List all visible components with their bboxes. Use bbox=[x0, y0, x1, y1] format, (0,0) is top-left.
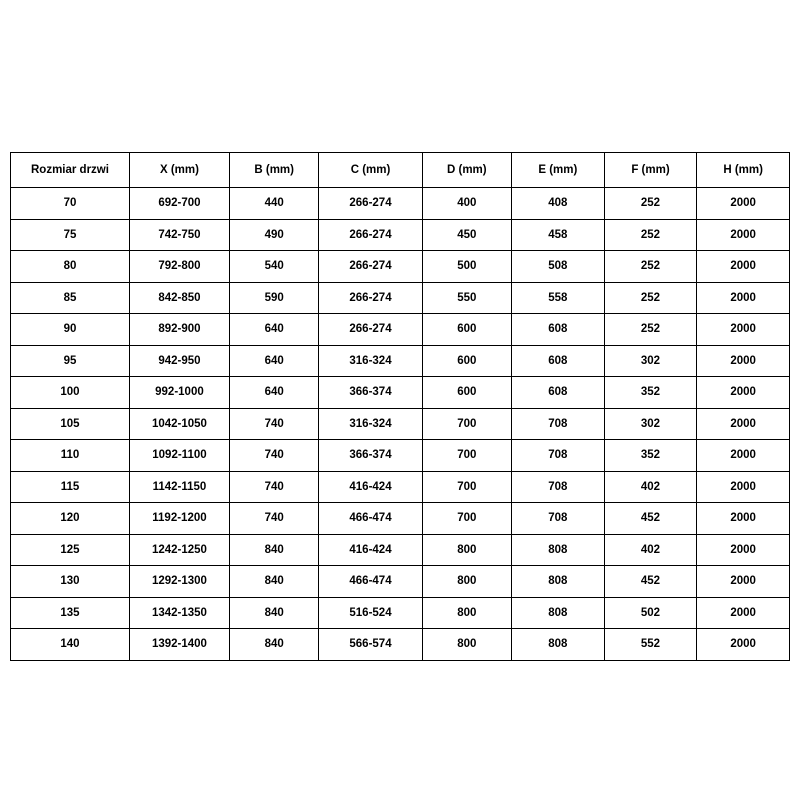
cell-d: 800 bbox=[422, 534, 511, 566]
cell-b: 590 bbox=[229, 282, 318, 314]
cell-door-size: 125 bbox=[11, 534, 130, 566]
cell-b: 740 bbox=[229, 471, 318, 503]
cell-door-size: 110 bbox=[11, 440, 130, 472]
cell-d: 600 bbox=[422, 345, 511, 377]
cell-e: 558 bbox=[512, 282, 605, 314]
cell-h: 2000 bbox=[697, 282, 790, 314]
cell-h: 2000 bbox=[697, 219, 790, 251]
column-header-h: H (mm) bbox=[697, 153, 790, 188]
cell-f: 252 bbox=[604, 219, 697, 251]
cell-e: 408 bbox=[512, 188, 605, 220]
cell-c: 266-274 bbox=[319, 314, 422, 346]
cell-d: 700 bbox=[422, 503, 511, 535]
cell-f: 452 bbox=[604, 503, 697, 535]
cell-d: 550 bbox=[422, 282, 511, 314]
table-row bbox=[11, 566, 790, 598]
cell-x: 1392-1400 bbox=[129, 629, 229, 661]
column-header-f: F (mm) bbox=[604, 153, 697, 188]
table-row bbox=[11, 534, 790, 566]
cell-d: 400 bbox=[422, 188, 511, 220]
cell-c: 516-524 bbox=[319, 597, 422, 629]
cell-door-size: 75 bbox=[11, 219, 130, 251]
cell-f: 252 bbox=[604, 188, 697, 220]
cell-b: 490 bbox=[229, 219, 318, 251]
cell-h: 2000 bbox=[697, 566, 790, 598]
cell-f: 302 bbox=[604, 345, 697, 377]
cell-f: 502 bbox=[604, 597, 697, 629]
cell-d: 800 bbox=[422, 597, 511, 629]
table-row bbox=[11, 282, 790, 314]
cell-e: 608 bbox=[512, 345, 605, 377]
cell-h: 2000 bbox=[697, 440, 790, 472]
cell-h: 2000 bbox=[697, 188, 790, 220]
table-row bbox=[11, 314, 790, 346]
cell-x: 892-900 bbox=[129, 314, 229, 346]
cell-x: 792-800 bbox=[129, 251, 229, 283]
table-row bbox=[11, 188, 790, 220]
column-header-c: C (mm) bbox=[319, 153, 422, 188]
cell-door-size: 85 bbox=[11, 282, 130, 314]
cell-c: 366-374 bbox=[319, 440, 422, 472]
table-row bbox=[11, 408, 790, 440]
table-row bbox=[11, 471, 790, 503]
table-row bbox=[11, 503, 790, 535]
cell-door-size: 130 bbox=[11, 566, 130, 598]
column-header-door-size: Rozmiar drzwi bbox=[11, 153, 130, 188]
cell-h: 2000 bbox=[697, 471, 790, 503]
cell-h: 2000 bbox=[697, 251, 790, 283]
cell-door-size: 140 bbox=[11, 629, 130, 661]
table-row bbox=[11, 629, 790, 661]
cell-b: 840 bbox=[229, 566, 318, 598]
cell-e: 808 bbox=[512, 597, 605, 629]
cell-e: 708 bbox=[512, 503, 605, 535]
cell-e: 808 bbox=[512, 534, 605, 566]
cell-f: 302 bbox=[604, 408, 697, 440]
cell-c: 266-274 bbox=[319, 282, 422, 314]
cell-b: 740 bbox=[229, 440, 318, 472]
specification-table-container bbox=[10, 152, 790, 661]
specification-table bbox=[10, 152, 790, 661]
cell-e: 458 bbox=[512, 219, 605, 251]
cell-f: 252 bbox=[604, 282, 697, 314]
cell-x: 1092-1100 bbox=[129, 440, 229, 472]
cell-d: 600 bbox=[422, 314, 511, 346]
cell-h: 2000 bbox=[697, 534, 790, 566]
cell-x: 692-700 bbox=[129, 188, 229, 220]
cell-f: 352 bbox=[604, 377, 697, 409]
cell-c: 566-574 bbox=[319, 629, 422, 661]
cell-e: 708 bbox=[512, 440, 605, 472]
cell-c: 466-474 bbox=[319, 566, 422, 598]
cell-b: 840 bbox=[229, 629, 318, 661]
cell-f: 452 bbox=[604, 566, 697, 598]
table-row bbox=[11, 251, 790, 283]
cell-c: 266-274 bbox=[319, 188, 422, 220]
cell-f: 552 bbox=[604, 629, 697, 661]
cell-c: 416-424 bbox=[319, 534, 422, 566]
cell-d: 450 bbox=[422, 219, 511, 251]
column-header-e: E (mm) bbox=[512, 153, 605, 188]
cell-h: 2000 bbox=[697, 503, 790, 535]
cell-door-size: 70 bbox=[11, 188, 130, 220]
cell-c: 316-324 bbox=[319, 345, 422, 377]
cell-door-size: 105 bbox=[11, 408, 130, 440]
cell-x: 1342-1350 bbox=[129, 597, 229, 629]
cell-f: 402 bbox=[604, 534, 697, 566]
cell-door-size: 135 bbox=[11, 597, 130, 629]
cell-b: 640 bbox=[229, 345, 318, 377]
cell-x: 1242-1250 bbox=[129, 534, 229, 566]
cell-b: 840 bbox=[229, 597, 318, 629]
column-header-x: X (mm) bbox=[129, 153, 229, 188]
cell-h: 2000 bbox=[697, 408, 790, 440]
cell-e: 608 bbox=[512, 314, 605, 346]
table-row bbox=[11, 345, 790, 377]
cell-d: 700 bbox=[422, 440, 511, 472]
cell-f: 252 bbox=[604, 251, 697, 283]
table-row bbox=[11, 219, 790, 251]
cell-d: 500 bbox=[422, 251, 511, 283]
cell-d: 700 bbox=[422, 471, 511, 503]
cell-x: 942-950 bbox=[129, 345, 229, 377]
cell-b: 540 bbox=[229, 251, 318, 283]
cell-c: 366-374 bbox=[319, 377, 422, 409]
table-row bbox=[11, 377, 790, 409]
cell-d: 800 bbox=[422, 629, 511, 661]
cell-b: 740 bbox=[229, 503, 318, 535]
cell-d: 800 bbox=[422, 566, 511, 598]
cell-c: 266-274 bbox=[319, 219, 422, 251]
cell-x: 1192-1200 bbox=[129, 503, 229, 535]
table-header bbox=[11, 153, 790, 188]
cell-h: 2000 bbox=[697, 345, 790, 377]
cell-b: 640 bbox=[229, 377, 318, 409]
cell-b: 840 bbox=[229, 534, 318, 566]
cell-f: 402 bbox=[604, 471, 697, 503]
cell-h: 2000 bbox=[697, 597, 790, 629]
cell-x: 1292-1300 bbox=[129, 566, 229, 598]
cell-e: 708 bbox=[512, 471, 605, 503]
cell-door-size: 90 bbox=[11, 314, 130, 346]
cell-door-size: 95 bbox=[11, 345, 130, 377]
cell-b: 440 bbox=[229, 188, 318, 220]
cell-x: 992-1000 bbox=[129, 377, 229, 409]
cell-x: 742-750 bbox=[129, 219, 229, 251]
cell-c: 416-424 bbox=[319, 471, 422, 503]
cell-h: 2000 bbox=[697, 314, 790, 346]
cell-e: 708 bbox=[512, 408, 605, 440]
table-header-row bbox=[11, 153, 790, 188]
cell-door-size: 120 bbox=[11, 503, 130, 535]
cell-x: 1042-1050 bbox=[129, 408, 229, 440]
cell-b: 640 bbox=[229, 314, 318, 346]
cell-e: 508 bbox=[512, 251, 605, 283]
cell-c: 466-474 bbox=[319, 503, 422, 535]
cell-d: 600 bbox=[422, 377, 511, 409]
table-row bbox=[11, 440, 790, 472]
cell-h: 2000 bbox=[697, 629, 790, 661]
table-body bbox=[11, 188, 790, 661]
column-header-d: D (mm) bbox=[422, 153, 511, 188]
cell-f: 352 bbox=[604, 440, 697, 472]
cell-b: 740 bbox=[229, 408, 318, 440]
cell-f: 252 bbox=[604, 314, 697, 346]
cell-e: 608 bbox=[512, 377, 605, 409]
cell-x: 1142-1150 bbox=[129, 471, 229, 503]
cell-door-size: 80 bbox=[11, 251, 130, 283]
cell-e: 808 bbox=[512, 566, 605, 598]
table-row bbox=[11, 597, 790, 629]
cell-c: 266-274 bbox=[319, 251, 422, 283]
cell-c: 316-324 bbox=[319, 408, 422, 440]
cell-door-size: 115 bbox=[11, 471, 130, 503]
cell-x: 842-850 bbox=[129, 282, 229, 314]
column-header-b: B (mm) bbox=[229, 153, 318, 188]
cell-h: 2000 bbox=[697, 377, 790, 409]
cell-e: 808 bbox=[512, 629, 605, 661]
cell-door-size: 100 bbox=[11, 377, 130, 409]
cell-d: 700 bbox=[422, 408, 511, 440]
